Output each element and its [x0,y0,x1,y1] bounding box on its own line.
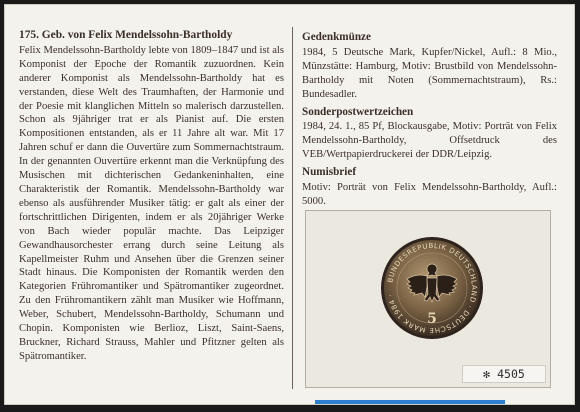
letter-section [302,166,557,209]
coin-denomination: 5 [427,311,437,327]
serial-number: 4505 [497,367,525,381]
stamp-text: 1984, 24. 1., 85 Pf, Blockausgabe, Motiv: Porträt von Felix Mendelssohn-Bartholdy, Offsetdruck des VEB/Wertpapierdruckerei der DDR/Leipzig. [302,121,557,161]
history-body: Felix Mendelssohn-Bartholdy lebte von 1809–1847 und ist als Komponist der Epoche der Romantik zuzuordnen. Kein anderer Komponist als Mendelssohn-Bartholdy hat es verstanden, diese Welt des Traumhaften, der Harmonie und der Poesie mit klanglichen Mitteln so malerisch darzustellen. Schon als 9jähriger trat er als Pianist auf. Die ersten Kompositionen entstanden, als er 11 Jahre alt war. Mit 17 Jahren schuf er dann die Ouvertüre zum Sommernachtstraum. In der genannten Ouvertüre erkennt man die Verknüpfung des Musischen mit dichterischen Gedankeninhalten, eine Charakteristik der Romantik. Mendelssohn-Bartholdy war ebenso als ausführender Musiker tätig: er galt als einer der fortschrittlichen Dirigenten, indem er als 20jähriger Werke von Bach wieder populär machte. Das Leipziger Gewandhausorchester errang durch seine Leitung als Kapellmeister Ruhm und Ansehen über die Grenzen seiner Stadt hinaus. Die Komponisten der Romantik werden den Kategorien Frühromantiker und Spätromantiker zugeordnet. Zu den Frühromantikern zählt man Musiker wie Hoffmann, Weber, Schubert, Mendelssohn-Bartholdy, Schumann und Chopin. Komponisten wie Berlioz, Liszt, Saint-Saens, Bruckner, Richard Strauss, Mahler und Pfitzner gelten als Spätromantiker. [19,44,284,362]
stamp-section [302,106,557,163]
coin-text: 1984, 5 Deutsche Mark, Kupfer/Nickel, Aufl.: 8 Mio., Münzstätte: Hamburg, Motiv: Brustbild von Mendelssohn-Bartholdy mit Noten (Sommernachtstraum), Rs.: Bundesadler. [302,46,557,100]
coin-window [305,210,551,388]
history-column [19,29,284,364]
letter-text: Motiv: Porträt von Felix Mendelssohn-Bartholdy, Aufl.: 5000. [302,182,557,207]
column-divider [292,27,293,389]
letter-heading: Numisbrief [302,166,357,179]
coin-inscription: BUNDESREPUBLIK DEUTSCHLAND · DEUTSCHE MARK 1984 · [386,241,479,335]
numisbrief-card [4,4,575,405]
coin [380,236,484,340]
details-column [302,31,557,213]
serial-number-box [462,365,546,383]
history-title: 175. Geb. von Felix Mendelssohn-Bartholdy [19,29,233,41]
coin-image [380,236,484,340]
stamp-heading: Sonderpostwertzeichen [302,105,414,118]
coin-section [302,31,557,102]
coin-heading: Gedenkmünze [302,31,371,43]
asterisk-icon: ✻ [483,367,491,381]
blue-stripe [315,400,505,404]
